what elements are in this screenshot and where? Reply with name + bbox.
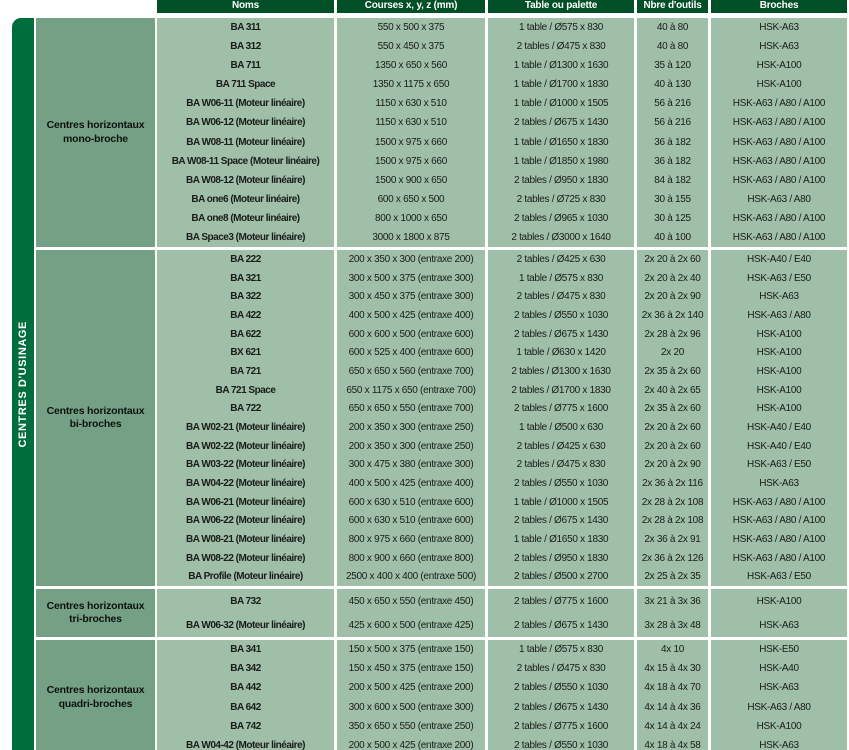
cell-broches: HSK-A63 / A80 / A100 — [732, 117, 826, 129]
cell-table-palette: 2 tables / Ø475 x 830 — [516, 663, 606, 675]
cell-table-palette: 2 tables / Ø675 x 1430 — [513, 619, 609, 631]
cell-courses: 200 x 500 x 425 (entraxe 200) — [348, 682, 474, 694]
column-broches-quadri-broches — [711, 640, 847, 750]
column-header-table-palette — [488, 0, 634, 13]
cell-nbre-outils: 4x 14 à 4x 36 — [644, 701, 701, 713]
cell-nom: BA 721 — [230, 365, 261, 377]
cell-nbre-outils: 36 à 182 — [654, 155, 691, 167]
cell-table-palette: 1 table / Ø575 x 830 — [518, 22, 604, 34]
cell-table-palette: 1 table / Ø1000 x 1505 — [513, 496, 609, 508]
cell-broches: HSK-A63 / A80 / A100 — [732, 98, 826, 110]
cell-table-palette: 1 table / Ø1700 x 1830 — [513, 79, 609, 91]
cell-nbre-outils: 2x 36 à 2x 91 — [644, 533, 701, 545]
cell-nbre-outils: 4x 18 à 4x 70 — [644, 682, 701, 694]
cell-table-palette: 1 table / Ø630 x 1420 — [516, 347, 606, 359]
cell-table-palette: 1 table / Ø500 x 630 — [518, 421, 604, 433]
cell-broches: HSK-A100 — [756, 347, 802, 359]
cell-nbre-outils: 2x 28 à 2x 108 — [641, 496, 704, 508]
cell-courses: 600 x 630 x 510 (entraxe 600) — [348, 515, 474, 527]
column-header-noms — [157, 0, 334, 13]
cell-broches: HSK-A40 / E40 — [747, 421, 811, 433]
cell-nbre-outils: 4x 14 à 4x 24 — [644, 720, 701, 732]
column-courses-bi-broches — [337, 250, 485, 586]
cell-nbre-outils: 2x 25 à 2x 35 — [644, 571, 701, 583]
cell-nom: BA W06-11 (Moteur linéaire) — [186, 98, 305, 110]
cell-courses: 150 x 450 x 375 (entraxe 150) — [348, 663, 474, 675]
cell-table-palette: 2 tables / Ø950 x 1830 — [513, 552, 609, 564]
cell-nom: BA 312 — [230, 41, 261, 53]
cell-nbre-outils: 35 à 120 — [654, 60, 691, 72]
cell-broches: HSK-A63 / A80 — [747, 309, 811, 321]
cell-table-palette: 2 tables / Ø500 x 2700 — [513, 571, 609, 583]
cell-nbre-outils: 2x 20 — [661, 347, 684, 359]
cell-broches: HSK-A100 — [756, 384, 802, 396]
cell-broches: HSK-A100 — [756, 720, 802, 732]
cell-broches: HSK-A100 — [756, 595, 802, 607]
cell-nom: BA W02-21 (Moteur linéaire) — [186, 421, 305, 433]
cell-courses: 2500 x 400 x 400 (entraxe 500) — [346, 571, 476, 583]
group-label-line2: bi-broches — [69, 418, 122, 430]
cell-table-palette: 2 tables / Ø675 x 1430 — [513, 515, 609, 527]
cell-courses: 400 x 500 x 425 (entraxe 400) — [348, 309, 474, 321]
column-broches-tri-broches — [711, 589, 847, 637]
table-body — [36, 18, 847, 750]
cell-nbre-outils: 2x 20 à 2x 60 — [644, 421, 701, 433]
cell-courses: 300 x 475 x 380 (entraxe 300) — [348, 459, 474, 471]
cell-nbre-outils: 40 à 80 — [656, 41, 689, 53]
cell-nbre-outils: 40 à 80 — [656, 22, 689, 34]
cell-broches: HSK-A63 — [759, 291, 799, 303]
cell-nbre-outils: 2x 36 à 2x 140 — [641, 309, 704, 321]
cell-table-palette: 1 table / Ø1000 x 1505 — [513, 98, 609, 110]
cell-courses: 600 x 650 x 500 — [377, 193, 445, 205]
cell-nbre-outils: 56 à 216 — [654, 98, 691, 110]
column-courses-tri-broches — [337, 589, 485, 637]
group-label-bi-broches — [36, 250, 155, 586]
cell-courses: 550 x 450 x 375 — [377, 41, 445, 53]
column-header-table-palette-label: Table ou palette — [524, 0, 598, 11]
cell-table-palette: 1 table / Ø575 x 830 — [518, 272, 604, 284]
cell-nbre-outils: 84 à 182 — [654, 174, 691, 186]
group-bi-broches — [36, 250, 847, 586]
cell-courses: 800 x 900 x 660 (entraxe 800) — [348, 552, 474, 564]
cell-courses: 550 x 500 x 375 — [377, 22, 445, 34]
cell-table-palette: 1 table / Ø1650 x 1830 — [513, 136, 609, 148]
cell-table-palette: 1 table / Ø1850 x 1980 — [513, 155, 609, 167]
cell-nom: BA 321 — [230, 272, 261, 284]
cell-table-palette: 2 tables / Ø3000 x 1640 — [511, 231, 611, 243]
cell-table-palette: 2 tables / Ø550 x 1030 — [513, 477, 609, 489]
cell-courses: 1500 x 975 x 660 — [375, 136, 447, 148]
cell-broches: HSK-A63 / A80 / A100 — [732, 533, 826, 545]
cell-courses: 1350 x 650 x 560 — [375, 60, 447, 72]
cell-nom: BA W08-12 (Moteur linéaire) — [186, 174, 305, 186]
column-header-broches — [711, 0, 847, 13]
cell-table-palette: 2 tables / Ø550 x 1030 — [513, 739, 609, 750]
column-outils-mono-broche — [637, 18, 708, 247]
cell-courses: 425 x 600 x 500 (entraxe 425) — [348, 619, 474, 631]
cell-broches: HSK-A100 — [756, 60, 802, 72]
column-courses-quadri-broches — [337, 640, 485, 750]
cell-broches: HSK-A63 / A80 / A100 — [732, 231, 826, 243]
column-header-broches-label: Broches — [759, 0, 799, 11]
cell-courses: 300 x 600 x 500 (entraxe 300) — [348, 701, 474, 713]
cell-nom: BA W08-21 (Moteur linéaire) — [186, 533, 305, 545]
group-label-line2: tri-broches — [69, 613, 122, 625]
cell-broches: HSK-A100 — [756, 79, 802, 91]
cell-courses: 650 x 1175 x 650 (entraxe 700) — [346, 384, 476, 396]
cell-table-palette: 2 tables / Ø950 x 1830 — [513, 174, 609, 186]
group-label-tri-broches — [36, 589, 155, 637]
column-tablep-bi-broches — [488, 250, 634, 586]
cell-broches: HSK-A63 / A80 / A100 — [732, 136, 826, 148]
cell-courses: 3000 x 1800 x 875 — [372, 231, 450, 243]
cell-nom: BA W02-22 (Moteur linéaire) — [186, 440, 305, 452]
cell-courses: 1500 x 900 x 650 — [375, 174, 447, 186]
cell-broches: HSK-A63 / A80 / A100 — [732, 496, 826, 508]
cell-table-palette: 2 tables / Ø775 x 1600 — [513, 720, 609, 732]
cell-nom: BA 442 — [230, 682, 261, 694]
cell-nbre-outils: 2x 20 à 2x 60 — [644, 253, 701, 265]
cell-broches: HSK-A63 / A80 — [747, 701, 811, 713]
cell-courses: 650 x 650 x 550 (entraxe 700) — [348, 403, 474, 415]
cell-courses: 300 x 450 x 375 (entraxe 300) — [348, 291, 474, 303]
group-label-line1: Centres horizontaux — [46, 119, 145, 132]
cell-broches: HSK-A63 / A80 / A100 — [732, 212, 826, 224]
column-header-nbre-outils — [637, 0, 708, 13]
section-band-centres-usinage — [12, 18, 34, 750]
cell-courses: 1150 x 630 x 510 — [375, 98, 447, 110]
cell-table-palette: 2 tables / Ø425 x 630 — [516, 253, 606, 265]
cell-table-palette: 1 table / Ø1300 x 1630 — [513, 60, 609, 72]
cell-courses: 200 x 350 x 300 (entraxe 250) — [348, 440, 474, 452]
group-tri-broches — [36, 589, 847, 637]
cell-courses: 650 x 650 x 560 (entraxe 700) — [348, 365, 474, 377]
cell-nom: BA 422 — [230, 309, 261, 321]
cell-nbre-outils: 40 à 100 — [654, 231, 691, 243]
cell-table-palette: 2 tables / Ø550 x 1030 — [513, 682, 609, 694]
cell-broches: HSK-A63 / E50 — [747, 272, 811, 284]
group-label-line1: Centres horizontaux — [46, 599, 145, 612]
cell-nbre-outils: 2x 40 à 2x 65 — [644, 384, 701, 396]
cell-nbre-outils: 56 à 216 — [654, 117, 691, 129]
column-broches-mono-broche — [711, 18, 847, 247]
cell-nom: BA 222 — [230, 253, 261, 265]
cell-table-palette: 1 table / Ø1650 x 1830 — [513, 533, 609, 545]
column-tablep-mono-broche — [488, 18, 634, 247]
cell-nom: BA 721 Space — [215, 384, 276, 396]
cell-nom: BA 311 — [230, 22, 261, 34]
cell-nbre-outils: 2x 35 à 2x 60 — [644, 365, 701, 377]
column-names-tri-broches — [157, 589, 334, 637]
cell-table-palette: 2 tables / Ø965 x 1030 — [513, 212, 609, 224]
cell-nom: BA Profile (Moteur linéaire) — [188, 571, 303, 583]
column-header-noms-label: Noms — [232, 0, 259, 11]
cell-table-palette: 2 tables / Ø675 x 1430 — [513, 701, 609, 713]
cell-nom: BA 711 Space — [215, 79, 276, 91]
cell-table-palette: 2 tables / Ø475 x 830 — [516, 291, 606, 303]
cell-broches: HSK-A63 / A80 / A100 — [732, 174, 826, 186]
column-broches-bi-broches — [711, 250, 847, 586]
cell-nbre-outils: 2x 36 à 2x 116 — [642, 477, 703, 489]
cell-table-palette: 2 tables / Ø1300 x 1630 — [511, 365, 611, 377]
column-names-mono-broche — [157, 18, 334, 247]
cell-nbre-outils: 4x 10 — [661, 644, 684, 656]
cell-courses: 600 x 525 x 400 (entraxe 600) — [348, 347, 474, 359]
cell-table-palette: 2 tables / Ø425 x 630 — [516, 440, 606, 452]
cell-nom: BA 722 — [230, 403, 261, 415]
group-mono-broche — [36, 18, 847, 247]
cell-nbre-outils: 3x 28 à 3x 48 — [644, 619, 701, 631]
cell-table-palette: 2 tables / Ø675 x 1430 — [513, 328, 609, 340]
cell-table-palette: 2 tables / Ø475 x 830 — [516, 459, 606, 471]
column-names-bi-broches — [157, 250, 334, 586]
cell-nom: BA W08-11 Space (Moteur linéaire) — [171, 155, 320, 167]
cell-nom: BA W08-22 (Moteur linéaire) — [186, 552, 305, 564]
cell-courses: 200 x 350 x 300 (entraxe 250) — [348, 421, 474, 433]
cell-table-palette: 2 tables / Ø775 x 1600 — [513, 403, 609, 415]
cell-nbre-outils: 4x 15 à 4x 30 — [644, 663, 701, 675]
column-header-nbre-outils-label: Nbre d'outils — [643, 0, 702, 11]
cell-nbre-outils: 3x 21 à 3x 36 — [644, 595, 701, 607]
cell-broches: HSK-A100 — [756, 403, 802, 415]
cell-nom: BA one6 (Moteur linéaire) — [191, 193, 300, 205]
cell-nom: BA 711 — [230, 60, 261, 72]
cell-nom: BA W04-42 (Moteur linéaire) — [186, 739, 305, 750]
column-header-courses-label: Courses x, y, z (mm) — [364, 0, 458, 11]
cell-nom: BA W04-22 (Moteur linéaire) — [186, 477, 305, 489]
cell-table-palette: 1 table / Ø575 x 830 — [518, 644, 604, 656]
cell-nbre-outils: 2x 20 à 2x 60 — [644, 440, 701, 452]
cell-courses: 800 x 1000 x 650 — [375, 212, 447, 224]
cell-broches: HSK-A40 / E40 — [747, 253, 811, 265]
cell-nom: BA Space3 (Moteur linéaire) — [186, 231, 305, 243]
cell-broches: HSK-A63 — [759, 22, 799, 34]
group-label-line1: Centres horizontaux — [46, 684, 145, 697]
cell-broches: HSK-E50 — [759, 644, 799, 656]
cell-courses: 600 x 600 x 500 (entraxe 600) — [348, 328, 474, 340]
cell-nom: BA 742 — [230, 720, 261, 732]
cell-broches: HSK-A40 / E40 — [747, 440, 811, 452]
cell-nom: BA 622 — [230, 328, 261, 340]
cell-nom: BX 621 — [230, 347, 261, 359]
cell-courses: 150 x 500 x 375 (entraxe 150) — [348, 644, 474, 656]
cell-nbre-outils: 2x 20 à 2x 40 — [644, 272, 701, 284]
column-header-courses — [337, 0, 485, 13]
group-label-mono-broche — [36, 18, 155, 247]
column-outils-bi-broches — [637, 250, 708, 586]
cell-nom: BA 732 — [230, 595, 261, 607]
cell-courses: 600 x 630 x 510 (entraxe 600) — [348, 496, 474, 508]
cell-nom: BA W06-32 (Moteur linéaire) — [186, 619, 305, 631]
cell-broches: HSK-A100 — [756, 328, 802, 340]
cell-nbre-outils: 2x 35 à 2x 60 — [644, 403, 701, 415]
cell-nom: BA 341 — [230, 644, 261, 656]
cell-broches: HSK-A63 / A80 / A100 — [732, 515, 826, 527]
cell-broches: HSK-A63 / E50 — [747, 459, 811, 471]
group-label-line1: Centres horizontaux — [46, 404, 145, 417]
cell-courses: 400 x 500 x 425 (entraxe 400) — [348, 477, 474, 489]
cell-broches: HSK-A63 — [759, 619, 799, 631]
cell-broches: HSK-A63 — [759, 41, 799, 53]
cell-table-palette: 2 tables / Ø775 x 1600 — [513, 595, 609, 607]
cell-courses: 300 x 500 x 375 (entraxe 300) — [348, 272, 474, 284]
cell-table-palette: 2 tables / Ø1700 x 1830 — [511, 384, 611, 396]
cell-nom: BA 642 — [230, 701, 261, 713]
cell-broches: HSK-A63 — [759, 739, 799, 750]
cell-nom: BA W06-12 (Moteur linéaire) — [186, 117, 305, 129]
cell-courses: 1150 x 630 x 510 — [375, 117, 447, 129]
cell-courses: 1500 x 975 x 660 — [375, 155, 447, 167]
group-quadri-broches — [36, 640, 847, 750]
cell-nbre-outils: 2x 28 à 2x 108 — [641, 515, 704, 527]
cell-nom: BA W06-21 (Moteur linéaire) — [186, 496, 305, 508]
cell-table-palette: 2 tables / Ø725 x 830 — [516, 193, 606, 205]
cell-nom: BA 322 — [230, 291, 261, 303]
cell-nbre-outils: 30 à 125 — [654, 212, 691, 224]
cell-courses: 450 x 650 x 550 (entraxe 450) — [348, 595, 474, 607]
cell-broches: HSK-A63 / A80 / A100 — [732, 155, 826, 167]
column-tablep-tri-broches — [488, 589, 634, 637]
cell-table-palette: 2 tables / Ø675 x 1430 — [513, 117, 609, 129]
column-names-quadri-broches — [157, 640, 334, 750]
cell-nom: BA W03-22 (Moteur linéaire) — [186, 459, 305, 471]
cell-courses: 200 x 350 x 300 (entraxe 200) — [348, 253, 474, 265]
cell-nbre-outils: 2x 20 à 2x 90 — [644, 291, 701, 303]
column-outils-tri-broches — [637, 589, 708, 637]
cell-nbre-outils: 2x 20 à 2x 90 — [644, 459, 701, 471]
column-tablep-quadri-broches — [488, 640, 634, 750]
group-label-line2: quadri-broches — [58, 697, 133, 710]
cell-nbre-outils: 36 à 182 — [654, 136, 691, 148]
column-outils-quadri-broches — [637, 640, 708, 750]
cell-broches: HSK-A63 / A80 / A100 — [732, 552, 826, 564]
cell-nom: BA W06-22 (Moteur linéaire) — [186, 515, 305, 527]
cell-nbre-outils: 40 à 130 — [654, 79, 691, 91]
cell-table-palette: 2 tables / Ø475 x 830 — [516, 41, 606, 53]
cell-broches: HSK-A63 — [759, 682, 799, 694]
cell-nbre-outils: 2x 28 à 2x 96 — [644, 328, 701, 340]
group-label-quadri-broches — [36, 640, 155, 750]
cell-nbre-outils: 30 à 155 — [654, 193, 691, 205]
cell-courses: 200 x 500 x 425 (entraxe 200) — [348, 739, 474, 750]
column-courses-mono-broche — [337, 18, 485, 247]
cell-nbre-outils: 2x 36 à 2x 126 — [641, 552, 704, 564]
cell-nom: BA 342 — [230, 663, 261, 675]
cell-broches: HSK-A63 — [759, 477, 799, 489]
cell-broches: HSK-A100 — [756, 365, 802, 377]
cell-broches: HSK-A63 / E50 — [747, 571, 811, 583]
cell-broches: HSK-A63 / A80 — [747, 193, 811, 205]
section-band-label: CENTRES D'USINAGE — [17, 320, 29, 448]
cell-table-palette: 2 tables / Ø550 x 1030 — [513, 309, 609, 321]
cell-broches: HSK-A40 — [759, 663, 799, 675]
group-label-line2: mono-broche — [63, 132, 128, 145]
cell-courses: 350 x 650 x 550 (entraxe 250) — [348, 720, 474, 732]
cell-nom: BA one8 (Moteur linéaire) — [191, 212, 300, 224]
cell-nbre-outils: 4x 18 à 4x 58 — [644, 739, 701, 750]
cell-courses: 800 x 975 x 660 (entraxe 800) — [348, 533, 474, 545]
cell-courses: 1350 x 1175 x 650 — [372, 79, 450, 91]
cell-nom: BA W08-11 (Moteur linéaire) — [186, 136, 305, 148]
